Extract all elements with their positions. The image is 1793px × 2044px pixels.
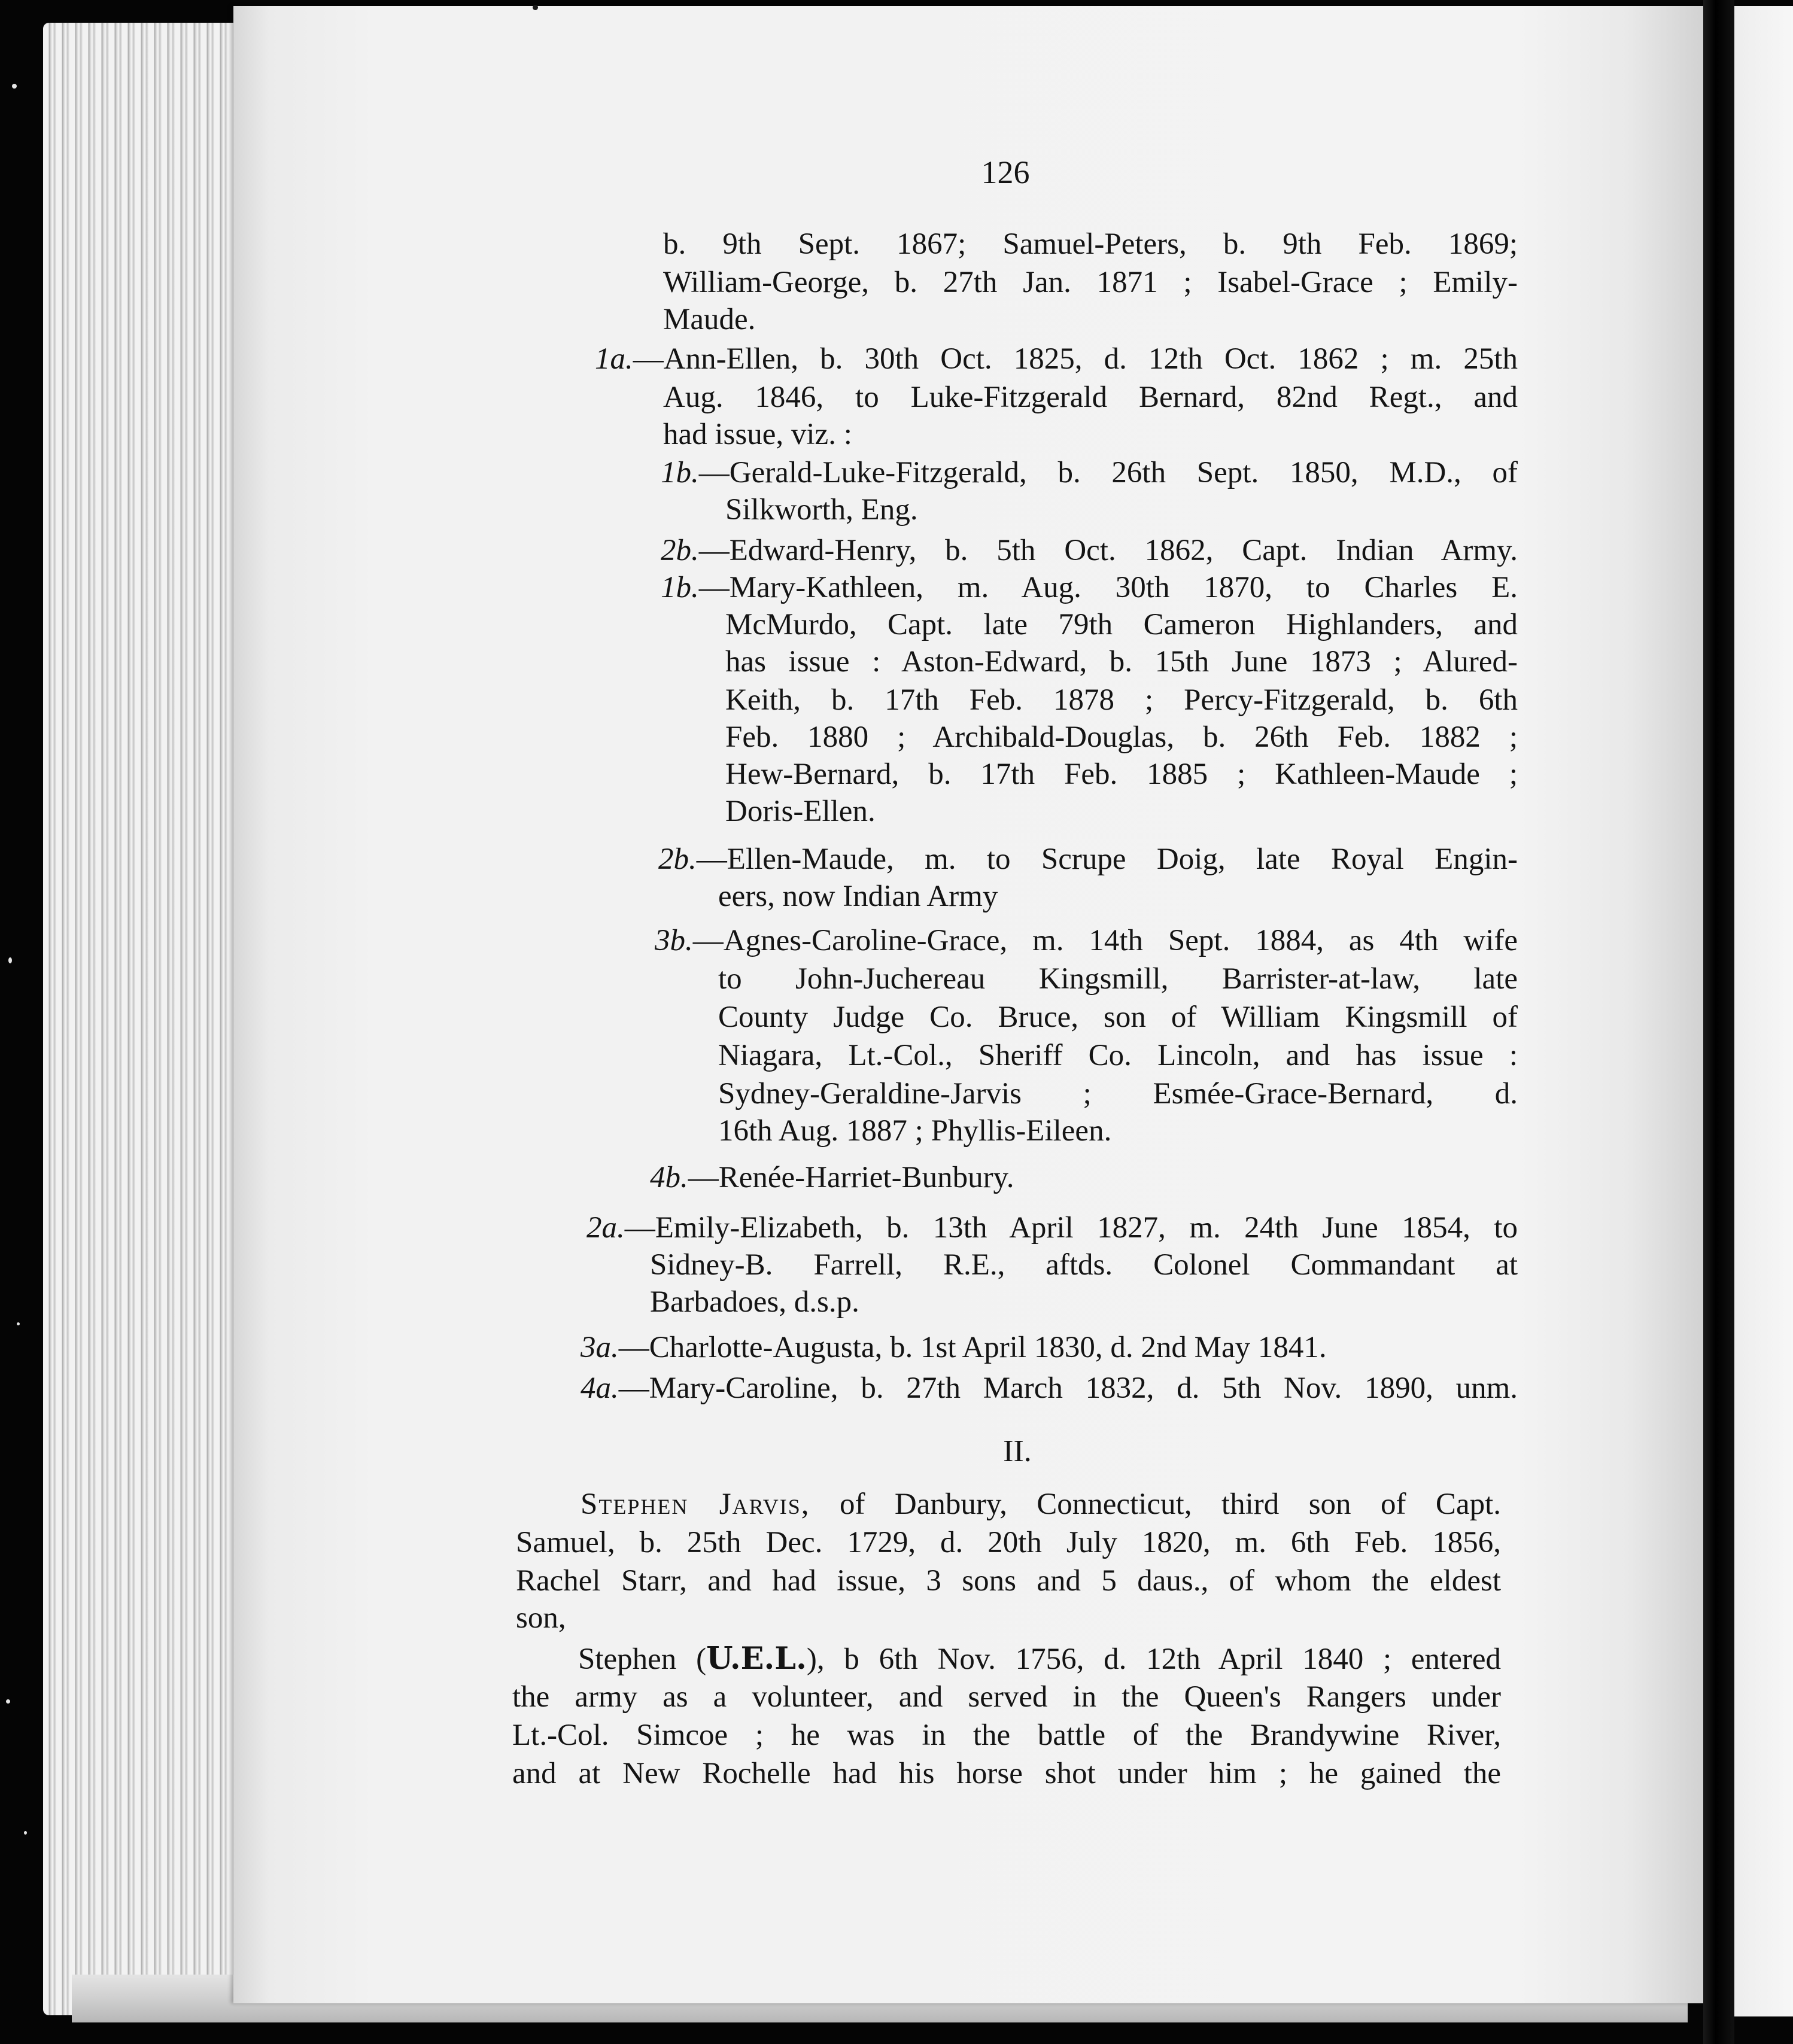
entry-label: 1a. xyxy=(595,342,633,376)
uel-mark: U.E.L. xyxy=(706,1641,807,1677)
line-text: —Edward-Henry, b. 5th Oct. 1862, Capt. Indian Army. xyxy=(698,534,1518,567)
line-text: —Agnes-Caroline-Grace, m. 14th Sept. 1884, as 4th wife xyxy=(692,924,1518,957)
entry-label: 3a. xyxy=(581,1331,619,1364)
entry-4a xyxy=(581,1370,1518,1406)
line-text: —Ellen-Maude, m. to Scrupe Doig, late Royal Engin- xyxy=(696,842,1518,876)
entry-1b xyxy=(661,570,1518,606)
line-text: 16th Aug. 1887 ; Phyllis-Eileen. xyxy=(718,1114,1112,1148)
text-line xyxy=(516,1525,1501,1561)
entry-label: 1b. xyxy=(661,571,699,604)
line-text: Lt.-Col. Simcoe ; he was in the battle of the Brandywine River, xyxy=(512,1718,1501,1752)
line-text: had issue, viz. : xyxy=(663,418,852,451)
entry-2b xyxy=(661,533,1518,568)
text-line xyxy=(650,1284,1518,1320)
line-text: —Renée-Harriet-Bunbury. xyxy=(688,1161,1014,1194)
text-line xyxy=(663,226,1518,262)
text-line xyxy=(512,1679,1501,1715)
entry-label: 2a. xyxy=(586,1211,625,1245)
entry-label: 4b. xyxy=(650,1161,688,1194)
line-text: the army as a volunteer, and served in the Queen's Rangers under xyxy=(512,1680,1501,1714)
text-line xyxy=(725,719,1518,755)
entry-label: 3b. xyxy=(655,924,693,957)
line-text: to John-Juchereau Kingsmill, Barrister-at-law, late xyxy=(718,962,1518,996)
line-text: —Mary-Kathleen, m. Aug. 30th 1870, to Charles E. xyxy=(698,571,1518,604)
text-line xyxy=(512,1717,1501,1753)
entry-2b xyxy=(658,841,1518,877)
line-text: —Charlotte-Augusta, b. 1st April 1830, d. 2nd May 1841. xyxy=(618,1331,1327,1364)
text-line xyxy=(718,1076,1518,1112)
line-text: Rachel Starr, and had issue, 3 sons and 5 daus., of whom the eldest xyxy=(516,1564,1501,1598)
text-line xyxy=(663,416,1518,452)
line-text: ), b 6th Nov. 1756, d. 12th April 1840 ; entered xyxy=(806,1642,1501,1676)
line-text: Maude. xyxy=(663,303,756,336)
line-text: Sidney-B. Farrell, R.E., aftds. Colonel Commandant at xyxy=(650,1248,1518,1282)
entry-2a xyxy=(586,1210,1518,1246)
line-text: Doris-Ellen. xyxy=(725,795,876,828)
line-text: and at New Rochelle had his horse shot under him ; he gained the xyxy=(512,1757,1501,1790)
text-line xyxy=(516,1600,1501,1636)
text-line xyxy=(725,793,1518,829)
person-name: Stephen ( xyxy=(578,1642,707,1676)
text-line xyxy=(718,1113,1518,1149)
text-line xyxy=(650,1247,1518,1283)
line-text: Barbadoes, d.s.p. xyxy=(650,1285,859,1319)
entry-1a xyxy=(595,341,1518,377)
line-text: —Mary-Caroline, b. 27th March 1832, d. 5th Nov. 1890, unm. xyxy=(618,1371,1518,1405)
entry-3a xyxy=(581,1330,1518,1365)
text-line xyxy=(718,1038,1518,1073)
person-name: Stephen Jarvis, xyxy=(581,1488,810,1521)
line-text: Aug. 1846, to Luke-Fitzgerald Bernard, 82nd Regt., and xyxy=(663,381,1518,414)
text-line xyxy=(718,999,1518,1035)
text-line xyxy=(725,644,1518,680)
text-line xyxy=(516,1563,1501,1599)
line-text: Samuel, b. 25th Dec. 1729, d. 20th July 1820, m. 6th Feb. 1856, xyxy=(516,1526,1501,1559)
line-text: William-George, b. 27th Jan. 1871 ; Isabel-Grace ; Emily- xyxy=(663,266,1518,299)
entry-label: 1b. xyxy=(661,456,699,489)
line-text: Hew-Bernard, b. 17th Feb. 1885 ; Kathleen-Maude ; xyxy=(725,758,1518,791)
line-text: has issue : Aston-Edward, b. 15th June 1873 ; Alured- xyxy=(725,645,1518,679)
line-text: —Gerald-Luke-Fitzgerald, b. 26th Sept. 1850, M.D., of xyxy=(698,456,1518,489)
line-text: Sydney-Geraldine-Jarvis ; Esmée-Grace-Bernard, d. xyxy=(718,1077,1518,1111)
entry-3b xyxy=(655,923,1518,959)
text-line xyxy=(663,379,1518,415)
text-line xyxy=(663,302,1518,337)
line-text: Feb. 1880 ; Archibald-Douglas, b. 26th Feb. 1882 ; xyxy=(725,720,1518,754)
line-text: McMurdo, Capt. late 79th Cameron Highlanders, and xyxy=(725,608,1518,641)
text-line xyxy=(512,1756,1501,1791)
entry-label: 2b. xyxy=(658,842,697,876)
line-text: —Ann-Ellen, b. 30th Oct. 1825, d. 12th Oct. 1862 ; m. 25th xyxy=(633,342,1518,376)
paragraph-line xyxy=(581,1486,1501,1522)
line-text: —Emily-Elizabeth, b. 13th April 1827, m. 24th June 1854, to xyxy=(624,1211,1518,1245)
text-line xyxy=(718,961,1518,997)
line-text: b. 9th Sept. 1867; Samuel-Peters, b. 9th Feb. 1869; xyxy=(663,227,1518,261)
text-line xyxy=(725,492,1518,528)
line-text: son, xyxy=(516,1601,566,1635)
entry-label: 4a. xyxy=(581,1371,619,1405)
section-heading: II. xyxy=(1003,1434,1032,1468)
entry-label: 2b. xyxy=(661,534,699,567)
text-line xyxy=(663,264,1518,300)
entry-1b xyxy=(661,455,1518,491)
line-text: of Danbury, Connecticut, third son of Capt. xyxy=(810,1488,1501,1521)
line-text: Keith, b. 17th Feb. 1878 ; Percy-Fitzgerald, b. 6th xyxy=(725,683,1518,717)
line-text: County Judge Co. Bruce, son of William Kingsmill of xyxy=(718,1000,1518,1034)
paragraph-line xyxy=(578,1641,1501,1677)
entry-4b xyxy=(650,1160,1518,1196)
line-text: eers, now Indian Army xyxy=(718,880,998,913)
line-text: Niagara, Lt.-Col., Sheriff Co. Lincoln, and has issue : xyxy=(718,1039,1518,1072)
text-line xyxy=(725,756,1518,792)
text-line xyxy=(725,682,1518,718)
line-text: Silkworth, Eng. xyxy=(725,493,918,527)
page-number: 126 xyxy=(981,154,1030,190)
text-line xyxy=(725,607,1518,643)
text-line xyxy=(718,878,1518,914)
